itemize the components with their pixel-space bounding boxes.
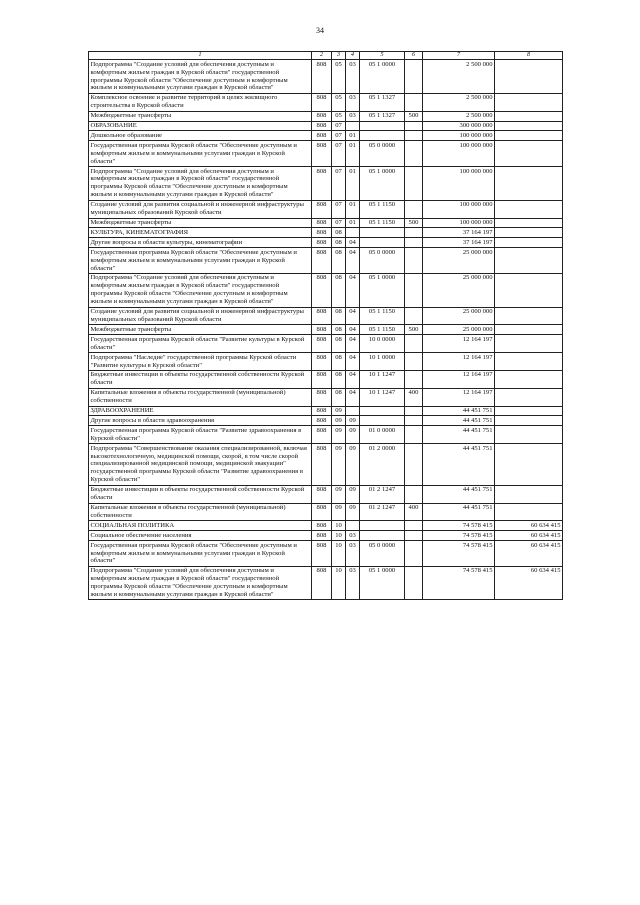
- amount-year-1: 44 451 751: [423, 503, 495, 521]
- subsection-code: 04: [346, 238, 360, 248]
- target-article-code: 05 1 1327: [360, 111, 405, 121]
- table-row: [89, 521, 563, 531]
- row-name: СОЦИАЛЬНАЯ ПОЛИТИКА: [89, 521, 312, 531]
- amount-year-2: [495, 353, 563, 371]
- subsection-code: 01: [346, 200, 360, 218]
- expense-type-code: [405, 353, 423, 371]
- amount-year-2: [495, 416, 563, 426]
- amount-year-2: [495, 218, 563, 228]
- row-name: Подпрограмма "Создание условий для обеспечения доступным и комфортным жильем граждан в Курской области" государственной программы Курской области "Обеспечение доступным и комфортным жильем и коммунальными услугами граждан в Курской области": [89, 60, 312, 94]
- amount-year-2: 60 634 415: [495, 541, 563, 567]
- target-article-code: 05 1 0000: [360, 273, 405, 307]
- subsection-code: 03: [346, 531, 360, 541]
- subsection-code: 09: [346, 444, 360, 486]
- target-article-code: 05 1 1150: [360, 200, 405, 218]
- amount-year-1: 2 500 000: [423, 93, 495, 111]
- subsection-code: 03: [346, 541, 360, 567]
- section-code: 08: [332, 228, 346, 238]
- subsection-code: 09: [346, 416, 360, 426]
- amount-year-1: 37 164 197: [423, 238, 495, 248]
- section-code: 09: [332, 485, 346, 503]
- grbs-code: 808: [312, 566, 332, 600]
- table-row: [89, 325, 563, 335]
- expense-type-code: [405, 416, 423, 426]
- table-row: [89, 406, 563, 416]
- expense-type-code: [405, 335, 423, 353]
- table-row: [89, 248, 563, 274]
- amount-year-2: [495, 248, 563, 274]
- row-name: Государственная программа Курской области "Обеспечение доступным и комфортным жильем и коммунальными услугами граждан в Курской области": [89, 541, 312, 567]
- expense-type-code: [405, 444, 423, 486]
- grbs-code: 808: [312, 131, 332, 141]
- table-row: [89, 485, 563, 503]
- amount-year-2: [495, 121, 563, 131]
- amount-year-2: [495, 406, 563, 416]
- grbs-code: 808: [312, 218, 332, 228]
- subsection-code: 04: [346, 325, 360, 335]
- target-article-code: 10 1 0000: [360, 353, 405, 371]
- target-article-code: 01 2 0000: [360, 444, 405, 486]
- table-row: [89, 566, 563, 600]
- grbs-code: 808: [312, 503, 332, 521]
- amount-year-2: 60 634 415: [495, 531, 563, 541]
- amount-year-2: [495, 503, 563, 521]
- section-code: 05: [332, 60, 346, 94]
- target-article-code: 05 1 1150: [360, 307, 405, 325]
- row-name: Комплексное освоение и развитие территорий в целях жилищного строительства в Курской области: [89, 93, 312, 111]
- table-row: [89, 167, 563, 201]
- table-row: [89, 370, 563, 388]
- row-name: Создание условий для развития социальной и инженерной инфраструктуры муниципальных образований Курской области: [89, 200, 312, 218]
- section-code: 10: [332, 566, 346, 600]
- subsection-code: 04: [346, 335, 360, 353]
- row-name: Государственная программа Курской области "Обеспечение доступным и комфортным жильем и коммунальными услугами граждан в Курской области": [89, 248, 312, 274]
- amount-year-2: [495, 93, 563, 111]
- row-name: Подпрограмма "Совершенствование оказания специализированной, включая высокотехнологичную, медицинской помощи, скорой, в том числе скорой специализированной медицинской помощи, медицинской эвакуации" государственной программы Курской области "Развитие здравоохранения в Курской области": [89, 444, 312, 486]
- amount-year-1: 100 000 000: [423, 218, 495, 228]
- target-article-code: 01 2 1247: [360, 503, 405, 521]
- header-cell: 6: [405, 52, 423, 60]
- row-name: Межбюджетные трансферты: [89, 325, 312, 335]
- amount-year-1: 2 500 000: [423, 111, 495, 121]
- target-article-code: 05 0 0000: [360, 248, 405, 274]
- amount-year-1: 37 164 197: [423, 228, 495, 238]
- grbs-code: 808: [312, 353, 332, 371]
- table-row: [89, 218, 563, 228]
- subsection-code: [346, 228, 360, 238]
- expense-type-code: [405, 370, 423, 388]
- table-row: [89, 141, 563, 167]
- expense-type-code: [405, 307, 423, 325]
- amount-year-1: 74 578 415: [423, 521, 495, 531]
- subsection-code: 04: [346, 370, 360, 388]
- expense-type-code: 500: [405, 218, 423, 228]
- expense-type-code: [405, 60, 423, 94]
- amount-year-2: 60 634 415: [495, 521, 563, 531]
- row-name: Государственная программа Курской области "Развитие здравоохранения в Курской области": [89, 426, 312, 444]
- subsection-code: 03: [346, 111, 360, 121]
- amount-year-2: [495, 60, 563, 94]
- target-article-code: 10 0 0000: [360, 335, 405, 353]
- table-row: [89, 200, 563, 218]
- grbs-code: 808: [312, 370, 332, 388]
- amount-year-1: 44 451 751: [423, 485, 495, 503]
- table-row: [89, 238, 563, 248]
- grbs-code: 808: [312, 248, 332, 274]
- section-code: 08: [332, 353, 346, 371]
- section-code: 07: [332, 218, 346, 228]
- budget-table: [88, 51, 563, 600]
- target-article-code: 05 1 1150: [360, 218, 405, 228]
- target-article-code: [360, 238, 405, 248]
- expense-type-code: [405, 541, 423, 567]
- subsection-code: 04: [346, 307, 360, 325]
- subsection-code: [346, 121, 360, 131]
- grbs-code: 808: [312, 238, 332, 248]
- amount-year-2: 60 634 415: [495, 566, 563, 600]
- expense-type-code: 400: [405, 388, 423, 406]
- grbs-code: 808: [312, 416, 332, 426]
- row-name: Капитальные вложения в объекты государственной (муниципальной) собственности: [89, 388, 312, 406]
- grbs-code: 808: [312, 521, 332, 531]
- target-article-code: 05 1 1327: [360, 93, 405, 111]
- amount-year-2: [495, 111, 563, 121]
- header-cell: 3: [332, 52, 346, 60]
- grbs-code: 808: [312, 406, 332, 416]
- section-code: 08: [332, 273, 346, 307]
- target-article-code: 05 0 0000: [360, 141, 405, 167]
- table-row: [89, 388, 563, 406]
- amount-year-2: [495, 307, 563, 325]
- table-row: [89, 60, 563, 94]
- subsection-code: 04: [346, 353, 360, 371]
- grbs-code: 808: [312, 444, 332, 486]
- target-article-code: [360, 131, 405, 141]
- header-row: [89, 52, 563, 60]
- grbs-code: 808: [312, 531, 332, 541]
- grbs-code: 808: [312, 121, 332, 131]
- header-cell: 7: [423, 52, 495, 60]
- section-code: 10: [332, 541, 346, 567]
- row-name: Другие вопросы в области культуры, кинематографии: [89, 238, 312, 248]
- expense-type-code: [405, 238, 423, 248]
- target-article-code: [360, 521, 405, 531]
- amount-year-2: [495, 485, 563, 503]
- subsection-code: 09: [346, 485, 360, 503]
- amount-year-2: [495, 131, 563, 141]
- section-code: 07: [332, 131, 346, 141]
- expense-type-code: [405, 406, 423, 416]
- table-row: [89, 121, 563, 131]
- subsection-code: 01: [346, 131, 360, 141]
- grbs-code: 808: [312, 541, 332, 567]
- expense-type-code: [405, 248, 423, 274]
- header-cell: 1: [89, 52, 312, 60]
- expense-type-code: [405, 566, 423, 600]
- header-cell: 2: [312, 52, 332, 60]
- table-row: [89, 541, 563, 567]
- target-article-code: [360, 416, 405, 426]
- expense-type-code: 400: [405, 503, 423, 521]
- subsection-code: 03: [346, 566, 360, 600]
- row-name: ОБРАЗОВАНИЕ: [89, 121, 312, 131]
- section-code: 05: [332, 93, 346, 111]
- amount-year-1: 44 451 751: [423, 416, 495, 426]
- subsection-code: 01: [346, 141, 360, 167]
- expense-type-code: 500: [405, 111, 423, 121]
- amount-year-2: [495, 444, 563, 486]
- amount-year-1: 25 000 000: [423, 273, 495, 307]
- subsection-code: 03: [346, 93, 360, 111]
- amount-year-2: [495, 426, 563, 444]
- subsection-code: 01: [346, 167, 360, 201]
- section-code: 07: [332, 121, 346, 131]
- section-code: 07: [332, 141, 346, 167]
- grbs-code: 808: [312, 60, 332, 94]
- target-article-code: 01 0 0000: [360, 426, 405, 444]
- target-article-code: 05 1 0000: [360, 60, 405, 94]
- row-name: Социальное обеспечение населения: [89, 531, 312, 541]
- row-name: Бюджетные инвестиции в объекты государственной собственности Курской области: [89, 485, 312, 503]
- table-row: [89, 503, 563, 521]
- section-code: 08: [332, 335, 346, 353]
- row-name: ЗДРАВООХРАНЕНИЕ: [89, 406, 312, 416]
- section-code: 05: [332, 111, 346, 121]
- grbs-code: 808: [312, 93, 332, 111]
- table-row: [89, 416, 563, 426]
- row-name: Межбюджетные трансферты: [89, 111, 312, 121]
- table-row: [89, 426, 563, 444]
- expense-type-code: [405, 531, 423, 541]
- amount-year-2: [495, 273, 563, 307]
- target-article-code: 05 0 0000: [360, 541, 405, 567]
- expense-type-code: [405, 200, 423, 218]
- row-name: Дошкольное образование: [89, 131, 312, 141]
- subsection-code: 04: [346, 388, 360, 406]
- expense-type-code: 500: [405, 325, 423, 335]
- target-article-code: 05 1 1150: [360, 325, 405, 335]
- section-code: 09: [332, 426, 346, 444]
- amount-year-2: [495, 238, 563, 248]
- amount-year-1: 12 164 197: [423, 353, 495, 371]
- subsection-code: 03: [346, 60, 360, 94]
- header-cell: 4: [346, 52, 360, 60]
- expense-type-code: [405, 93, 423, 111]
- grbs-code: 808: [312, 167, 332, 201]
- subsection-code: 04: [346, 248, 360, 274]
- grbs-code: 808: [312, 111, 332, 121]
- row-name: Межбюджетные трансферты: [89, 218, 312, 228]
- amount-year-2: [495, 335, 563, 353]
- amount-year-1: 2 500 000: [423, 60, 495, 94]
- subsection-code: [346, 406, 360, 416]
- subsection-code: 04: [346, 273, 360, 307]
- section-code: 09: [332, 416, 346, 426]
- amount-year-1: 44 451 751: [423, 406, 495, 416]
- row-name: Создание условий для развития социальной и инженерной инфраструктуры муниципальных образований Курской области: [89, 307, 312, 325]
- row-name: КУЛЬТУРА, КИНЕМАТОГРАФИЯ: [89, 228, 312, 238]
- expense-type-code: [405, 167, 423, 201]
- grbs-code: 808: [312, 325, 332, 335]
- table-row: [89, 335, 563, 353]
- amount-year-2: [495, 141, 563, 167]
- subsection-code: 09: [346, 426, 360, 444]
- grbs-code: 808: [312, 335, 332, 353]
- table-row: [89, 444, 563, 486]
- section-code: 08: [332, 248, 346, 274]
- section-code: 09: [332, 444, 346, 486]
- expense-type-code: [405, 521, 423, 531]
- expense-type-code: [405, 121, 423, 131]
- amount-year-1: 300 000 000: [423, 121, 495, 131]
- table-row: [89, 273, 563, 307]
- section-code: 08: [332, 388, 346, 406]
- target-article-code: 10 1 1247: [360, 370, 405, 388]
- target-article-code: 05 1 0000: [360, 167, 405, 201]
- amount-year-1: 74 578 415: [423, 566, 495, 600]
- row-name: Государственная программа Курской области "Развитие культуры в Курской области": [89, 335, 312, 353]
- grbs-code: 808: [312, 273, 332, 307]
- section-code: 08: [332, 370, 346, 388]
- amount-year-2: [495, 370, 563, 388]
- section-code: 07: [332, 167, 346, 201]
- table-row: [89, 531, 563, 541]
- amount-year-1: 25 000 000: [423, 325, 495, 335]
- target-article-code: 05 1 0000: [360, 566, 405, 600]
- row-name: Подпрограмма "Создание условий для обеспечения доступным и комфортным жильем граждан в Курской области" государственной программы Курской области "Обеспечение доступным и комфортным жильем и коммунальными услугами граждан в Курской области": [89, 566, 312, 600]
- expense-type-code: [405, 228, 423, 238]
- amount-year-1: 100 000 000: [423, 200, 495, 218]
- section-code: 10: [332, 531, 346, 541]
- expense-type-code: [405, 426, 423, 444]
- target-article-code: [360, 406, 405, 416]
- amount-year-1: 74 578 415: [423, 531, 495, 541]
- row-name: Государственная программа Курской области "Обеспечение доступным и комфортным жильем и коммунальными услугами граждан в Курской области": [89, 141, 312, 167]
- amount-year-1: 100 000 000: [423, 141, 495, 167]
- row-name: Капитальные вложения в объекты государственной (муниципальной) собственности: [89, 503, 312, 521]
- section-code: 10: [332, 521, 346, 531]
- section-code: 07: [332, 200, 346, 218]
- grbs-code: 808: [312, 485, 332, 503]
- target-article-code: 10 1 1247: [360, 388, 405, 406]
- target-article-code: [360, 121, 405, 131]
- amount-year-1: 12 164 197: [423, 370, 495, 388]
- row-name: Другие вопросы в области здравоохранения: [89, 416, 312, 426]
- grbs-code: 808: [312, 228, 332, 238]
- subsection-code: 09: [346, 503, 360, 521]
- amount-year-1: 44 451 751: [423, 426, 495, 444]
- amount-year-1: 25 000 000: [423, 248, 495, 274]
- section-code: 08: [332, 325, 346, 335]
- row-name: Подпрограмма "Создание условий для обеспечения доступным и комфортным жильем граждан в Курской области" государственной программы Курской области "Обеспечение доступным и комфортным жильем и коммунальными услугами граждан в Курской области": [89, 167, 312, 201]
- grbs-code: 808: [312, 426, 332, 444]
- expense-type-code: [405, 273, 423, 307]
- expense-type-code: [405, 131, 423, 141]
- header-cell: 5: [360, 52, 405, 60]
- amount-year-1: 25 000 000: [423, 307, 495, 325]
- grbs-code: 808: [312, 388, 332, 406]
- amount-year-2: [495, 325, 563, 335]
- target-article-code: 01 2 1247: [360, 485, 405, 503]
- amount-year-2: [495, 228, 563, 238]
- grbs-code: 808: [312, 141, 332, 167]
- amount-year-1: 100 000 000: [423, 131, 495, 141]
- amount-year-2: [495, 388, 563, 406]
- row-name: Подпрограмма "Создание условий для обеспечения доступным и комфортным жильем граждан в Курской области" государственной программы Курской области "Обеспечение доступным и комфортным жильем и коммунальными услугами граждан в Курской области": [89, 273, 312, 307]
- table-row: [89, 307, 563, 325]
- grbs-code: 808: [312, 200, 332, 218]
- section-code: 08: [332, 238, 346, 248]
- amount-year-1: 44 451 751: [423, 444, 495, 486]
- subsection-code: [346, 521, 360, 531]
- row-name: Подпрограмма "Наследие" государственной программы Курской области "Развитие культуры в Курской области": [89, 353, 312, 371]
- amount-year-1: 74 578 415: [423, 541, 495, 567]
- table-row: [89, 131, 563, 141]
- subsection-code: 01: [346, 218, 360, 228]
- table-row: [89, 93, 563, 111]
- amount-year-1: 100 000 000: [423, 167, 495, 201]
- row-name: Бюджетные инвестиции в объекты государственной собственности Курской области: [89, 370, 312, 388]
- table-row: [89, 111, 563, 121]
- amount-year-1: 12 164 197: [423, 335, 495, 353]
- amount-year-2: [495, 167, 563, 201]
- expense-type-code: [405, 141, 423, 167]
- page-number: 34: [316, 26, 324, 35]
- grbs-code: 808: [312, 307, 332, 325]
- amount-year-2: [495, 200, 563, 218]
- table-row: [89, 353, 563, 371]
- amount-year-1: 12 164 197: [423, 388, 495, 406]
- expense-type-code: [405, 485, 423, 503]
- target-article-code: [360, 228, 405, 238]
- section-code: 09: [332, 406, 346, 416]
- target-article-code: [360, 531, 405, 541]
- header-cell: 8: [495, 52, 563, 60]
- section-code: 09: [332, 503, 346, 521]
- table-row: [89, 228, 563, 238]
- section-code: 08: [332, 307, 346, 325]
